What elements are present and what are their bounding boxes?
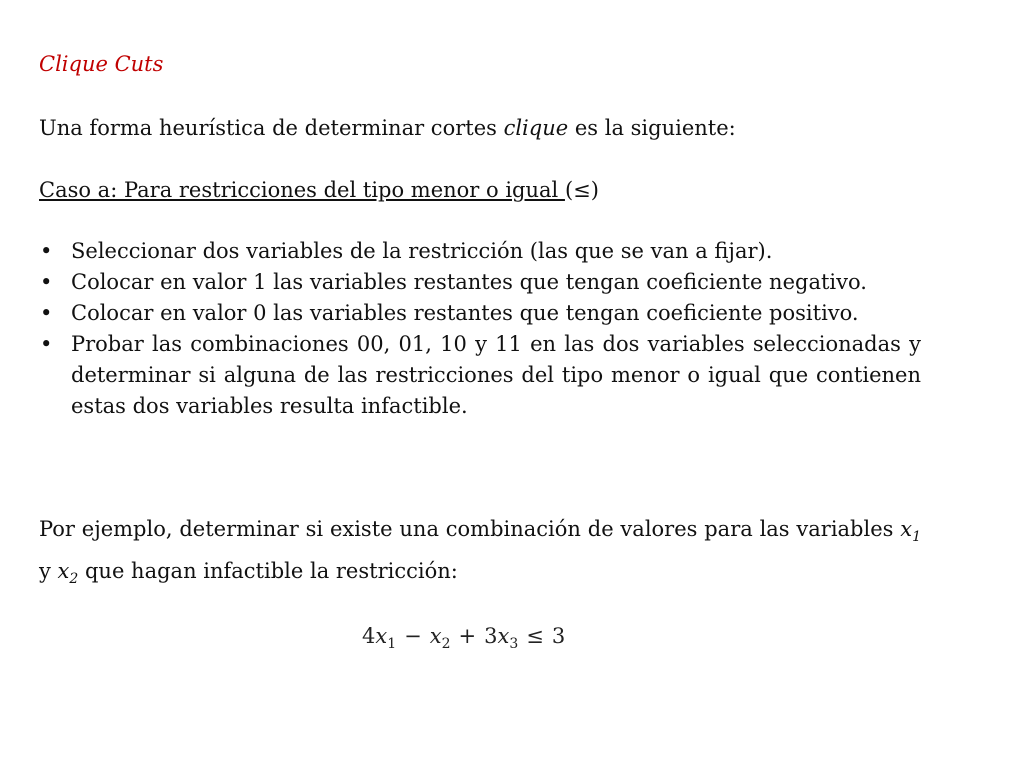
slide-title: Clique Cuts xyxy=(39,52,164,76)
bullet-icon: • xyxy=(40,301,53,325)
formula-operator-plus: + xyxy=(458,624,477,648)
formula-rhs: 3 xyxy=(551,624,566,648)
example-paragraph xyxy=(39,512,921,596)
formula-subscript-1: 1 xyxy=(387,636,397,653)
example-variable-2: $x_2$ xyxy=(57,559,79,588)
formula-operator-minus: − xyxy=(404,624,422,648)
list-item xyxy=(39,236,921,267)
bullet-icon: • xyxy=(40,239,53,263)
list-item-text: Seleccionar dos variables de la restricción (las que se van a fijar). xyxy=(71,239,773,263)
intro-text-post: es la siguiente: xyxy=(568,116,736,140)
formula-variable-2: x xyxy=(429,624,442,648)
example-variable-1: $x_1$ xyxy=(900,517,921,546)
case-heading xyxy=(39,175,599,206)
list-item-text: Colocar en valor 1 las variables restantes que tengan coeficiente negativo. xyxy=(71,270,867,294)
steps-list xyxy=(39,236,921,422)
formula-variable-1: x xyxy=(375,624,388,648)
example-text-pre: Por ejemplo, determinar si existe una combinación de valores para las variables xyxy=(39,517,901,541)
formula-subscript-3: 3 xyxy=(509,636,519,653)
bullet-icon: • xyxy=(40,270,53,294)
list-item xyxy=(39,298,921,329)
list-item xyxy=(39,267,921,298)
intro-paragraph xyxy=(39,113,736,144)
formula-relation: ≤ xyxy=(526,624,544,648)
list-item xyxy=(39,329,921,422)
formula-coefficient-1: 4 xyxy=(362,624,376,648)
list-item-text: Colocar en valor 0 las variables restantes que tengan coeficiente positivo. xyxy=(71,301,859,325)
bullet-icon: • xyxy=(40,332,53,356)
formula-subscript-2: 2 xyxy=(441,636,451,653)
intro-emphasis: clique xyxy=(503,116,569,140)
example-text-post: que hagan infactible la restricción: xyxy=(78,559,458,584)
formula-variable-3: x xyxy=(497,624,510,648)
example-text-mid: y xyxy=(39,559,58,584)
case-heading-symbol: (≤) xyxy=(564,178,599,202)
intro-text-pre: Una forma heurística de determinar cortes xyxy=(39,116,504,140)
case-heading-underlined: Caso a: Para restricciones del tipo menor o igual xyxy=(39,178,565,202)
formula-coefficient-3: 3 xyxy=(484,624,498,648)
list-item-text: Probar las combinaciones 00, 01, 10 y 11 en las dos variables seleccionadas y determinar si alguna de las restricciones del tipo menor o igual que contienen estas dos variables resulta infactible. xyxy=(71,332,921,418)
constraint-formula xyxy=(362,624,565,652)
